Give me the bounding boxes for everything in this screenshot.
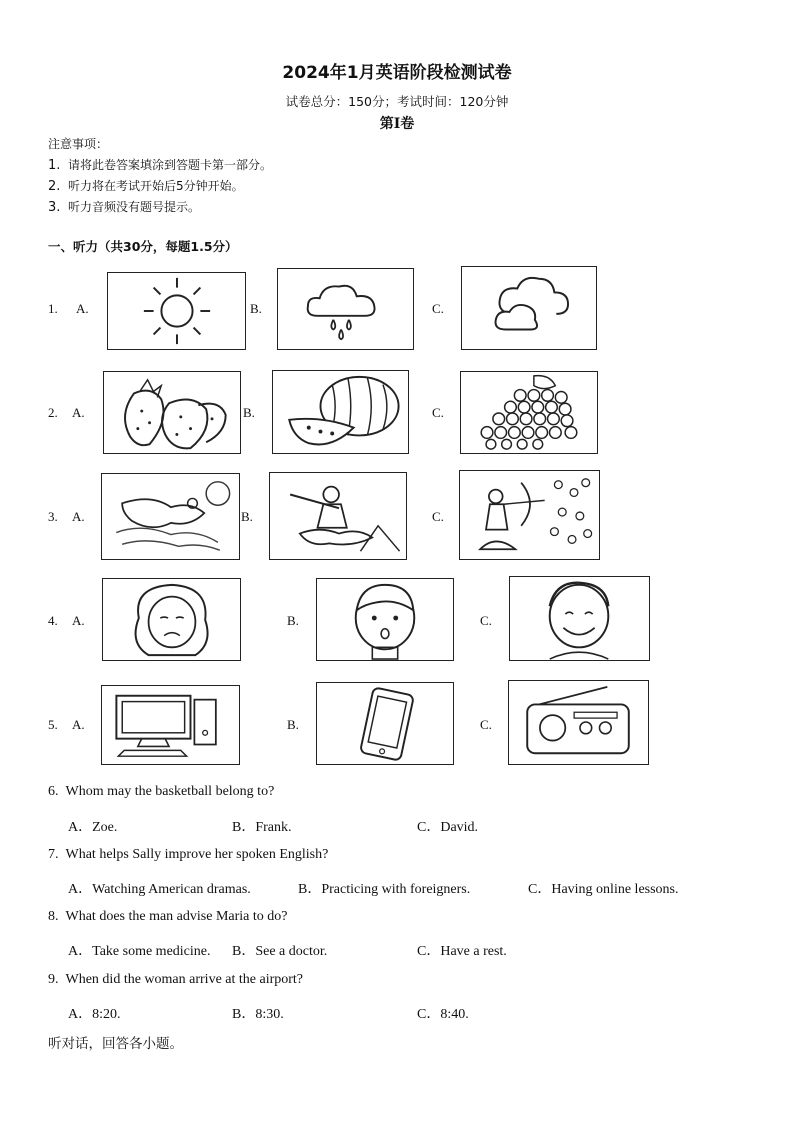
option-label: B. (287, 717, 299, 732)
question-number: 5. (48, 717, 58, 732)
option-picture[interactable] (461, 266, 597, 350)
option-7a[interactable]: A．Watching American dramas. (68, 882, 251, 897)
sick-boy-icon (317, 579, 453, 660)
notes-heading: 注意事项： (48, 137, 109, 151)
notes-block (48, 134, 272, 218)
option-picture[interactable] (316, 682, 454, 765)
option-label: A. (72, 613, 85, 628)
option-label: B. (243, 405, 255, 420)
section-heading: 一、听力（共30分，每题1.5分） (48, 239, 238, 254)
option-label: B. (241, 509, 253, 524)
option-picture[interactable] (460, 371, 598, 454)
watermelon-icon (273, 371, 408, 453)
flying-fairy-icon (102, 474, 239, 559)
option-6b[interactable]: B．Frank. (232, 820, 292, 835)
option-label: C. (432, 509, 444, 524)
option-picture[interactable] (277, 268, 414, 350)
question-number: 2. (48, 405, 58, 420)
grapes-icon (461, 372, 597, 453)
question-number: 4. (48, 613, 58, 628)
option-picture[interactable] (508, 680, 649, 765)
option-picture[interactable] (103, 371, 241, 454)
option-8c[interactable]: C．Have a rest. (417, 944, 507, 959)
option-picture[interactable] (509, 576, 650, 661)
archer-icon (460, 471, 599, 559)
option-label: C. (480, 717, 492, 732)
smiling-boy-icon (510, 577, 649, 660)
option-label: C. (480, 613, 492, 628)
question-number: 1. (48, 301, 58, 316)
cloudy-icon (462, 267, 596, 349)
option-label: A. (76, 301, 89, 316)
radio-icon (509, 681, 648, 764)
option-picture[interactable] (107, 272, 246, 350)
rain-cloud-icon (278, 269, 413, 349)
option-label: A. (72, 509, 85, 524)
question-7: 7. What helps Sally improve her spoken English? (48, 847, 329, 862)
sad-girl-icon (103, 579, 240, 660)
question-6: 6. Whom may the basketball belong to? (48, 784, 275, 799)
option-picture[interactable] (101, 685, 240, 765)
option-9b[interactable]: B．8:30. (232, 1007, 284, 1022)
option-label: B. (250, 301, 262, 316)
note-item: 1. 请将此卷答案填涂到答题卡第一部分。 (48, 158, 273, 173)
option-label: C. (432, 405, 444, 420)
question-9: 9. When did the woman arrive at the airport? (48, 972, 304, 987)
option-label: B. (287, 613, 299, 628)
option-picture[interactable] (272, 370, 409, 454)
option-picture[interactable] (459, 470, 600, 560)
option-8b[interactable]: B．See a doctor. (232, 944, 328, 959)
option-9c[interactable]: C．8:40. (417, 1007, 469, 1022)
computer-icon (102, 686, 239, 764)
page-title: 2024年1月英语阶段检测试卷 (282, 63, 512, 83)
sun-icon (108, 273, 245, 349)
option-6c[interactable]: C．David. (417, 820, 479, 835)
option-label: C. (432, 301, 444, 316)
option-8a[interactable]: A．Take some medicine. (68, 944, 211, 959)
option-7c[interactable]: C．Having online lessons. (528, 882, 679, 897)
option-7b[interactable]: B．Practicing with foreigners. (298, 882, 471, 897)
note-item: 2. 听力将在考试开始后5分钟开始。 (48, 179, 244, 194)
option-label: A. (72, 405, 85, 420)
option-picture[interactable] (269, 472, 407, 560)
question-8: 8. What does the man advise Maria to do? (48, 909, 288, 924)
strawberries-icon (104, 372, 240, 453)
volume-label: 第Ⅰ卷 (379, 116, 415, 132)
exam-info: 试卷总分：150分；考试时间：120分钟 (285, 94, 509, 109)
instruction-text: 听对话，回答各小题。 (48, 1036, 183, 1052)
monkey-king-icon (270, 473, 406, 559)
smartphone-icon (317, 683, 453, 764)
option-picture[interactable] (101, 473, 240, 560)
question-number: 3. (48, 509, 58, 524)
option-9a[interactable]: A．8:20. (68, 1007, 121, 1022)
option-label: A. (72, 717, 85, 732)
option-picture[interactable] (316, 578, 454, 661)
option-6a[interactable]: A．Zoe. (68, 820, 118, 835)
note-item: 3. 听力音频没有题号提示。 (48, 200, 201, 215)
option-picture[interactable] (102, 578, 241, 661)
